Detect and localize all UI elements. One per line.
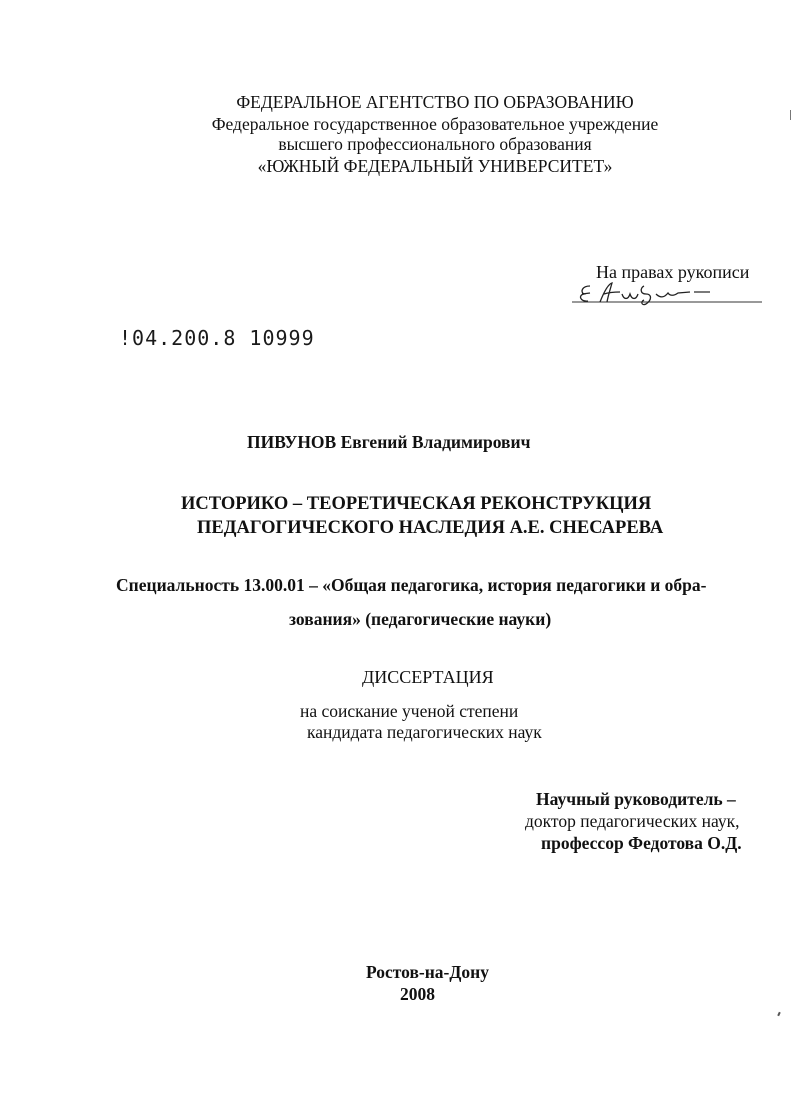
registration-stamp: !04.200.8 10999 xyxy=(119,326,315,350)
document-type: ДИССЕРТАЦИЯ xyxy=(362,667,494,687)
institution-type: Федеральное государственное образовательное учреждение xyxy=(211,114,659,134)
publication-city: Ростов-на-Дону xyxy=(366,962,490,982)
specialty-line-2: зования» (педагогические науки) xyxy=(289,609,552,629)
supervisor-credentials: доктор педагогических наук, xyxy=(525,811,740,831)
university-name: «ЮЖНЫЙ ФЕДЕРАЛЬНЫЙ УНИВЕРСИТЕТ» xyxy=(257,156,613,176)
scan-artifact xyxy=(777,1012,781,1016)
author-name: ПИВУНОВ Евгений Владимирович xyxy=(247,432,531,452)
author-signature xyxy=(572,280,762,306)
degree-line-1: на соискание ученой степени xyxy=(300,701,519,721)
publication-year: 2008 xyxy=(400,984,435,1004)
degree-line-2: кандидата педагогических наук xyxy=(307,722,542,742)
education-level: высшего профессионального образования xyxy=(278,134,592,154)
thesis-title-line-2: ПЕДАГОГИЧЕСКОГО НАСЛЕДИЯ А.Е. СНЕСАРЕВА xyxy=(197,518,664,538)
scan-artifact xyxy=(790,110,791,120)
specialty-line-1: Специальность 13.00.01 – «Общая педагогика, история педагогики и обра- xyxy=(116,575,707,595)
manuscript-rights-label: На правах рукописи xyxy=(596,262,750,282)
supervisor-role: Научный руководитель – xyxy=(536,789,736,809)
agency-heading: ФЕДЕРАЛЬНОЕ АГЕНТСТВО ПО ОБРАЗОВАНИЮ xyxy=(236,92,634,112)
thesis-title-line-1: ИСТОРИКО – ТЕОРЕТИЧЕСКАЯ РЕКОНСТРУКЦИЯ xyxy=(181,494,652,514)
supervisor-name: профессор Федотова О.Д. xyxy=(541,833,742,853)
